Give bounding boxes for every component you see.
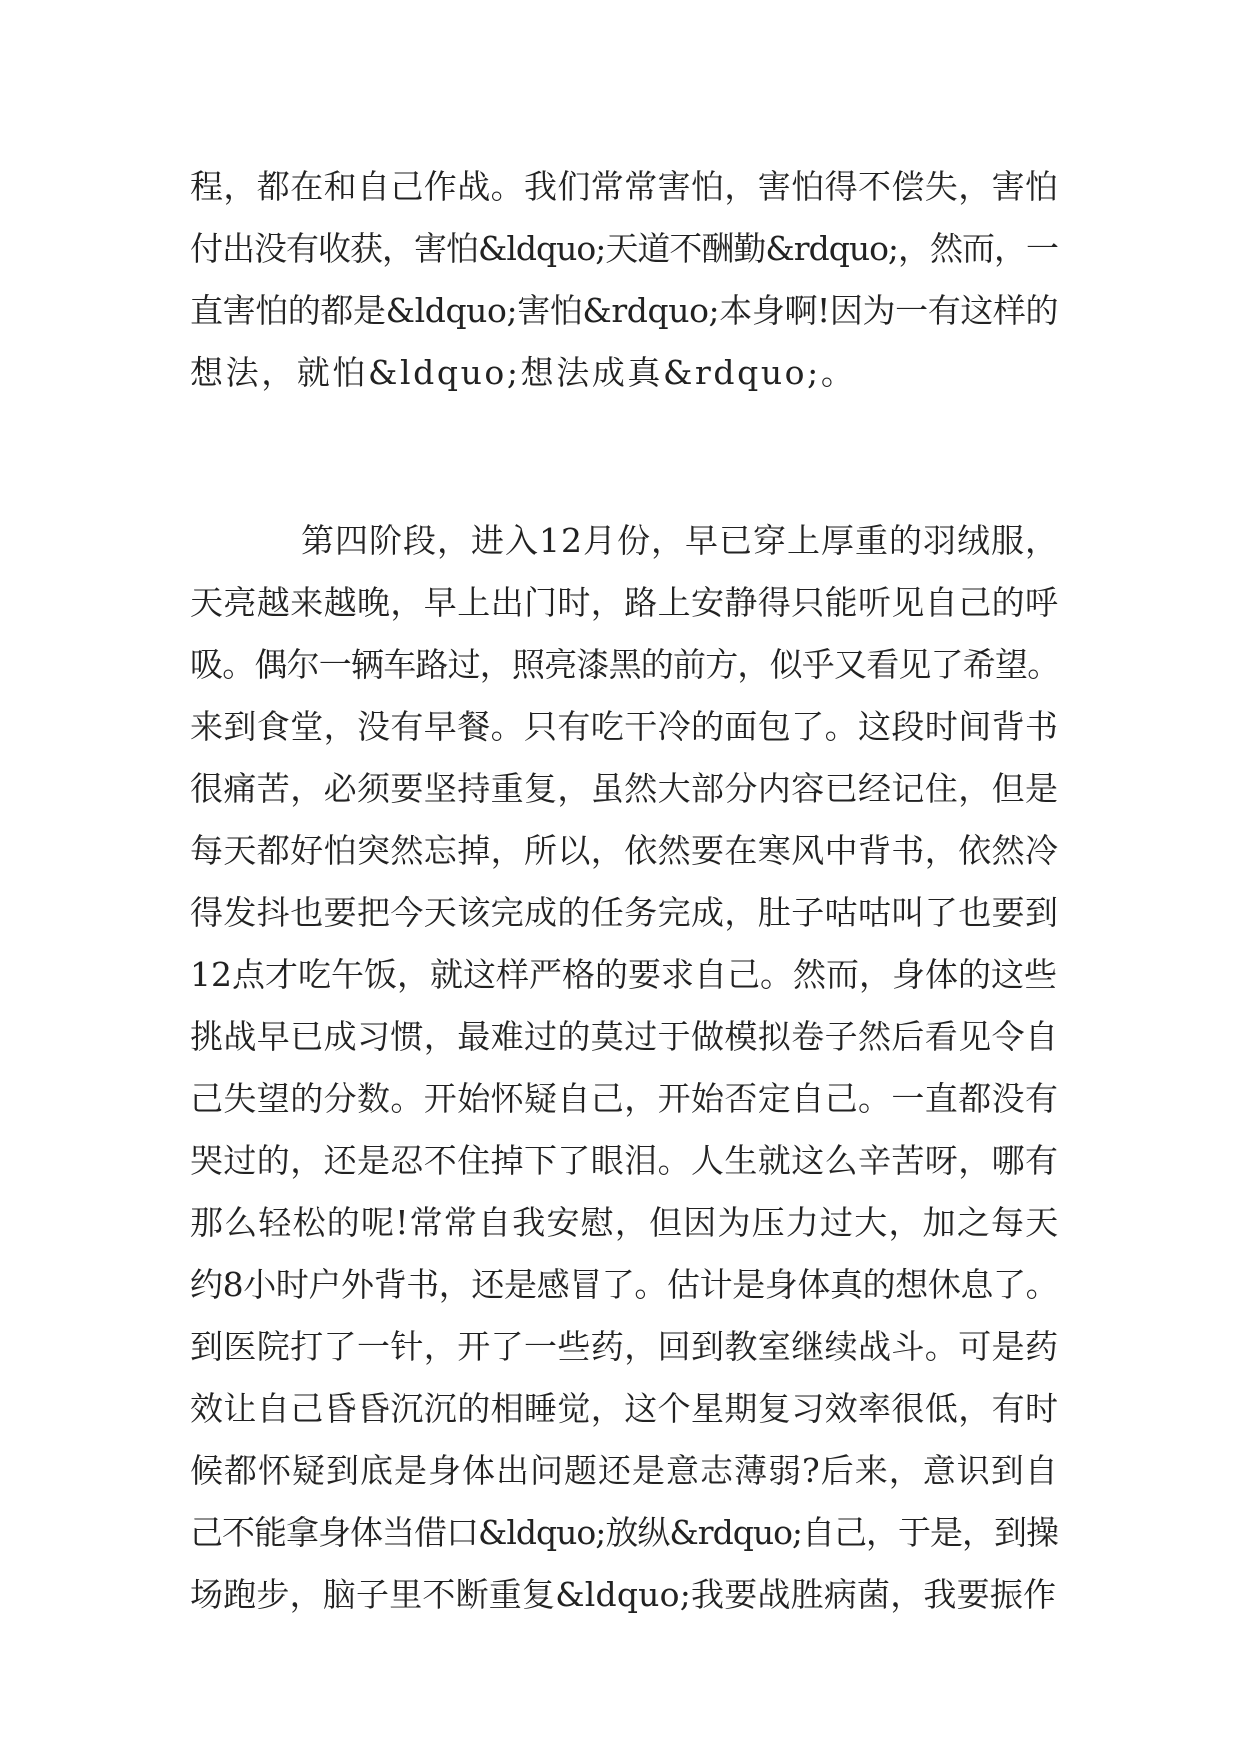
paragraph-2-line: 那么轻松的呢!常常自我安慰，但因为压力过大，加之每天 xyxy=(190,1203,1060,1242)
paragraph-2-line: 哭过的，还是忍不住掉下了眼泪。人生就这么辛苦呀，哪有 xyxy=(190,1141,1059,1180)
paragraph-2-line: 到医院打了一针，开了一些药，回到教室继续战斗。可是药 xyxy=(190,1327,1059,1366)
paragraph-1-line: 程，都在和自己作战。我们常常害怕，害怕得不偿失，害怕 xyxy=(190,167,1059,206)
paragraph-2-line: 天亮越来越晚，早上出门时，路上安静得只能听见自己的呼 xyxy=(190,583,1059,622)
paragraph-2-line: 己失望的分数。开始怀疑自己，开始否定自己。一直都没有 xyxy=(190,1079,1059,1118)
paragraph-2-line: 得发抖也要把今天该完成的任务完成，肚子咕咕叫了也要到 xyxy=(190,893,1059,932)
paragraph-2-line: 己不能拿身体当借口&ldquo;放纵&rdquo;自己，于是，到操 xyxy=(190,1513,1059,1552)
paragraph-2-line: 吸。偶尔一辆车路过，照亮漆黑的前方，似乎又看见了希望。 xyxy=(190,645,1060,684)
paragraph-1-line: 直害怕的都是&ldquo;害怕&rdquo;本身啊!因为一有这样的 xyxy=(190,291,1059,330)
paragraph-1-line: 想法，就怕&ldquo;想法成真&rdquo;。 xyxy=(190,353,857,392)
paragraph-2-line: 每天都好怕突然忘掉，所以，依然要在寒风中背书，依然冷 xyxy=(190,831,1059,870)
paragraph-2-line: 12点才吃午饭，就这样严格的要求自己。然而，身体的这些 xyxy=(190,955,1057,994)
paragraph-2-line: 挑战早已成习惯，最难过的莫过于做模拟卷子然后看见令自 xyxy=(190,1017,1059,1056)
paragraph-2-line: 效让自己昏昏沉沉的相睡觉，这个星期复习效率很低，有时 xyxy=(190,1389,1059,1428)
paragraph-2-line: 很痛苦，必须要坚持重复，虽然大部分内容已经记住，但是 xyxy=(190,769,1059,808)
paragraph-1-line: 付出没有收获，害怕&ldquo;天道不酬勤&rdquo;，然而，一 xyxy=(190,229,1059,268)
paragraph-2-line: 来到食堂，没有早餐。只有吃干冷的面包了。这段时间背书 xyxy=(190,707,1059,746)
paragraph-2-line: 场跑步，脑子里不断重复&ldquo;我要战胜病菌，我要振作 xyxy=(190,1575,1057,1614)
paragraph-2-first-line: 第四阶段，进入12月份，早已穿上厚重的羽绒服， xyxy=(301,521,1059,560)
paragraph-2-line: 候都怀疑到底是身体出问题还是意志薄弱?后来，意识到自 xyxy=(190,1451,1059,1490)
paragraph-2-line: 约8小时户外背书，还是感冒了。估计是身体真的想休息了。 xyxy=(190,1265,1059,1304)
